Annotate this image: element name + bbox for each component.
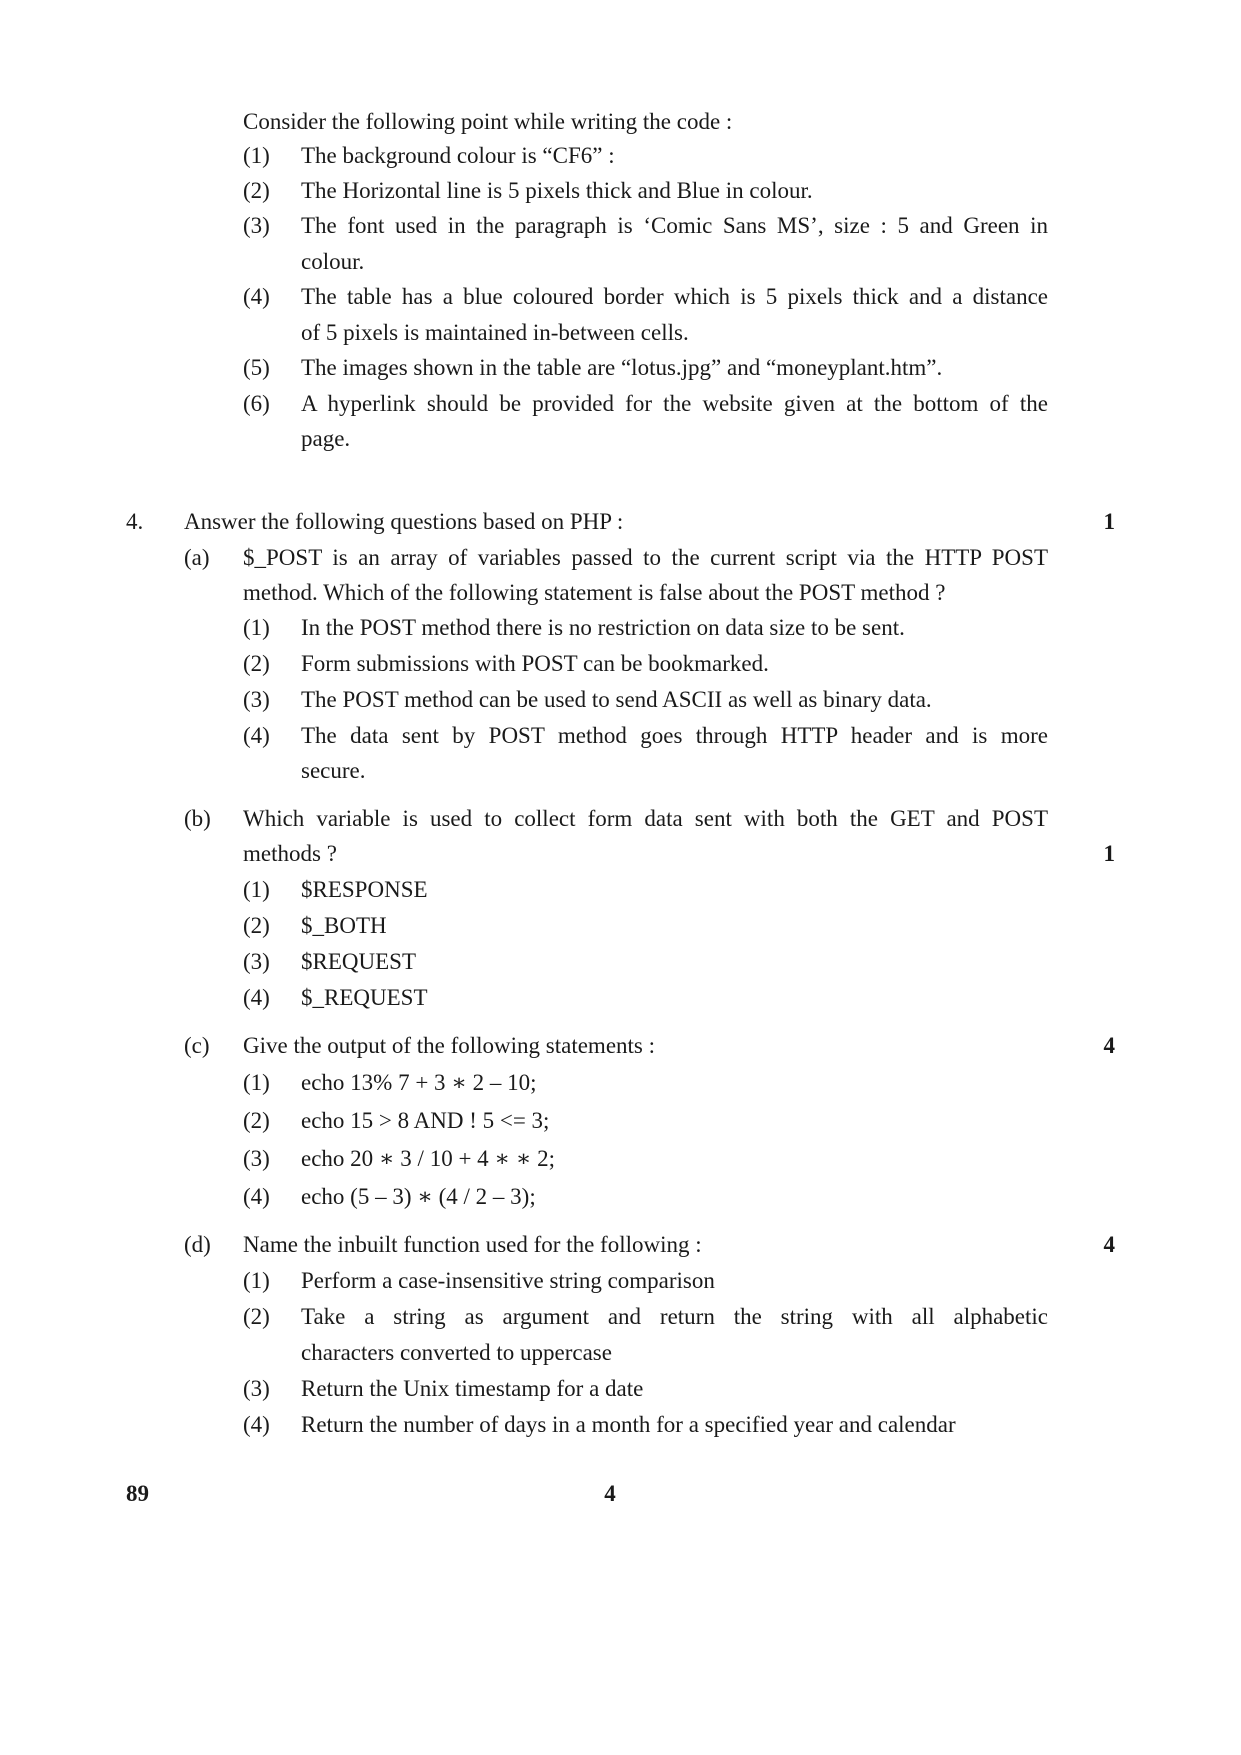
subquestion-text: Which variable is used to collect form data sent with both the GET and POST <box>243 806 1048 831</box>
option-text: Form submissions with POST can be bookmarked. <box>301 651 769 676</box>
intro-heading: Consider the following point while writing the code : <box>243 109 733 134</box>
point-text: The table has a blue coloured border which is 5 pixels thick and a distance <box>301 284 1048 309</box>
subquestion-label: (b) <box>184 806 211 831</box>
paper-code: 89 <box>126 1481 149 1506</box>
option-num: (2) <box>243 651 270 676</box>
option-text: $_BOTH <box>301 913 387 938</box>
option-text: secure. <box>301 758 366 783</box>
point-text: The Horizontal line is 5 pixels thick and Blue in colour. <box>301 178 813 203</box>
option-num: (1) <box>243 615 270 640</box>
option-num: (3) <box>243 949 270 974</box>
point-text: page. <box>301 426 351 451</box>
marks: 4 <box>1103 1232 1115 1257</box>
option-text: $RESPONSE <box>301 877 428 902</box>
option-text: echo (5 – 3) ∗ (4 / 2 – 3); <box>301 1184 536 1209</box>
option-num: (3) <box>243 1376 270 1401</box>
point-text: The font used in the paragraph is ‘Comic Sans MS’, size : 5 and Green in <box>301 213 1048 238</box>
marks: 4 <box>1103 1033 1115 1058</box>
option-text: echo 13% 7 + 3 ∗ 2 – 10; <box>301 1070 537 1095</box>
option-num: (4) <box>243 1412 270 1437</box>
point-text: colour. <box>301 249 365 274</box>
question-title: Answer the following questions based on PHP : <box>184 509 624 534</box>
subquestion-label: (c) <box>184 1033 210 1058</box>
point-text: of 5 pixels is maintained in-between cells. <box>301 320 689 345</box>
point-num: (2) <box>243 178 270 203</box>
option-text: The data sent by POST method goes through HTTP header and is more <box>301 723 1048 748</box>
option-num: (3) <box>243 1146 270 1171</box>
option-text: echo 15 > 8 AND ! 5 <= 3; <box>301 1108 550 1133</box>
subquestion-label: (a) <box>184 545 210 570</box>
point-num: (5) <box>243 355 270 380</box>
subquestion-text: $_POST is an array of variables passed to the current script via the HTTP POST <box>243 545 1048 570</box>
option-text: Return the Unix timestamp for a date <box>301 1376 644 1401</box>
option-num: (1) <box>243 1070 270 1095</box>
option-num: (1) <box>243 1268 270 1293</box>
point-num: (3) <box>243 213 270 238</box>
option-text: Take a string as argument and return the string with all alphabetic <box>301 1304 1048 1329</box>
subquestion-text: methods ? <box>243 841 337 866</box>
point-num: (1) <box>243 143 270 168</box>
marks: 1 <box>1103 509 1115 534</box>
option-text: Return the number of days in a month for a specified year and calendar <box>301 1412 956 1437</box>
point-text: A hyperlink should be provided for the website given at the bottom of the <box>301 391 1048 416</box>
point-num: (6) <box>243 391 270 416</box>
marks: 1 <box>1103 841 1115 866</box>
subquestion-text: Name the inbuilt function used for the following : <box>243 1232 702 1257</box>
option-num: (1) <box>243 877 270 902</box>
option-text: $_REQUEST <box>301 985 428 1010</box>
point-num: (4) <box>243 284 270 309</box>
option-text: In the POST method there is no restriction on data size to be sent. <box>301 615 905 640</box>
subquestion-text: Give the output of the following statements : <box>243 1033 656 1058</box>
option-text: $REQUEST <box>301 949 416 974</box>
option-text: Perform a case-insensitive string comparison <box>301 1268 715 1293</box>
option-num: (4) <box>243 1184 270 1209</box>
option-text: characters converted to uppercase <box>301 1340 612 1365</box>
subquestion-label: (d) <box>184 1232 211 1257</box>
point-text: The images shown in the table are “lotus.jpg” and “moneyplant.htm”. <box>301 355 943 380</box>
option-num: (4) <box>243 985 270 1010</box>
option-text: echo 20 ∗ 3 / 10 + 4 ∗ ∗ 2; <box>301 1146 556 1171</box>
question-number: 4. <box>126 509 144 534</box>
page-number: 4 <box>604 1481 616 1506</box>
option-text: The POST method can be used to send ASCII as well as binary data. <box>301 687 932 712</box>
option-num: (2) <box>243 1304 270 1329</box>
subquestion-text: method. Which of the following statement is false about the POST method ? <box>243 580 946 605</box>
point-text: The background colour is “CF6” : <box>301 143 615 168</box>
option-num: (2) <box>243 1108 270 1133</box>
option-num: (4) <box>243 723 270 748</box>
option-num: (2) <box>243 913 270 938</box>
option-num: (3) <box>243 687 270 712</box>
